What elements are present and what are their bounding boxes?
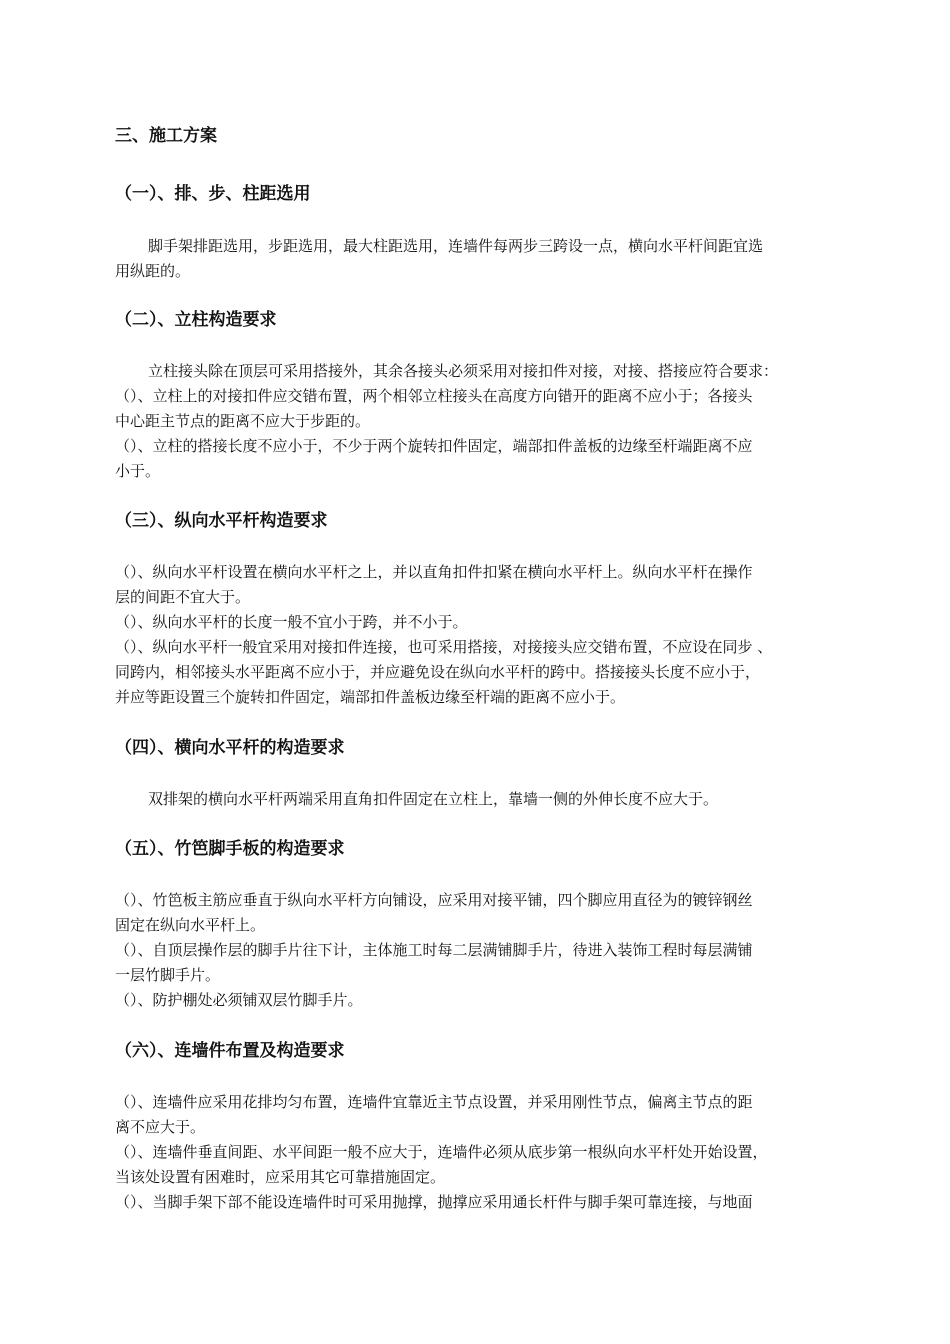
paragraph-line: （）、防护棚处必须铺双层竹脚手片。 (115, 991, 363, 1009)
paragraph-line: 立柱接头除在顶层可采用搭接外，其余各接头必须采用对接扣件对接，对接、搭接应符合要求： (148, 362, 779, 380)
paragraph-line: （）、纵向水平杆设置在横向水平杆之上，并以直角扣件扣紧在横向水平杆上。纵向水平杆在操作 (115, 563, 753, 581)
paragraph-line: 中心距主节点的距离不应大于步距的。 (115, 412, 371, 430)
paragraph-line: （）、纵向水平杆的长度一般不宜小于跨，并不小于。 (115, 613, 468, 631)
paragraph-line: 当该处设置有困难时，应采用其它可靠措施固定。 (115, 1168, 446, 1186)
paragraph-line: （）、连墙件应采用花排均匀布置，连墙件宜靠近主节点设置，并采用刚性节点，偏离主节点的距 (115, 1093, 753, 1111)
paragraph-line: （）、竹笆板主筋应垂直于纵向水平杆方向铺设，应采用对接平铺，四个脚应用直径为的镀锌钢丝 (115, 891, 753, 909)
paragraph-line: 脚手架排距选用，步距选用，最大柱距选用，连墙件每两步三跨设一点，横向水平杆间距宜选 (148, 237, 764, 255)
paragraph-line: 离不应大于。 (115, 1118, 206, 1136)
paragraph-line: （）、连墙件垂直间距、水平间距一般不应大于，连墙件必须从底步第一根纵向水平杆处开始设置， (115, 1143, 768, 1161)
document-title: 三、施工方案 (115, 126, 217, 146)
section-heading: （五）、竹笆脚手板的构造要求 (115, 839, 345, 859)
paragraph-line: 层的间距不宜大于。 (115, 588, 251, 606)
section-heading: （四）、横向水平杆的构造要求 (115, 738, 345, 758)
section-heading: （一）、排、步、柱距选用 (115, 184, 311, 204)
paragraph-line: （）、自顶层操作层的脚手片往下计，主体施工时每二层满铺脚手片，待进入装饰工程时每层满铺 (115, 941, 753, 959)
paragraph-line: 固定在纵向水平杆上。 (115, 916, 266, 934)
paragraph-line: （）、立柱上的对接扣件应交错布置，两个相邻立柱接头在高度方向错开的距离不应小于；各接头 (115, 387, 753, 405)
paragraph-line: （）、当脚手架下部不能设连墙件时可采用抛撑，抛撑应采用通长杆件与脚手架可靠连接，与地面 (115, 1193, 753, 1211)
paragraph-line: 一层竹脚手片。 (115, 966, 221, 984)
paragraph-line: 双排架的横向水平杆两端采用直角扣件固定在立柱上，靠墙一侧的外伸长度不应大于。 (148, 790, 719, 808)
paragraph-line: 并应等距设置三个旋转扣件固定，端部扣件盖板边缘至杆端的距离不应小于。 (115, 688, 626, 706)
section-heading: （六）、连墙件布置及构造要求 (115, 1041, 345, 1061)
paragraph-line: 用纵距的。 (115, 262, 191, 280)
section-heading: （二）、立柱构造要求 (115, 310, 277, 330)
paragraph-line: 小于。 (115, 462, 161, 480)
section-heading: （三）、纵向水平杆构造要求 (115, 511, 328, 531)
paragraph-line: （）、纵向水平杆一般宜采用对接扣件连接，也可采用搭接，对接接头应交错布置，不应设在同步 、 (115, 638, 773, 656)
paragraph-line: （）、立柱的搭接长度不应小于，不少于两个旋转扣件固定，端部扣件盖板的边缘至杆端距离不应 (115, 437, 753, 455)
paragraph-line: 同跨内，相邻接头水平距离不应小于，并应避免设在纵向水平杆的跨中。搭接接头长度不应小于， (115, 663, 761, 681)
